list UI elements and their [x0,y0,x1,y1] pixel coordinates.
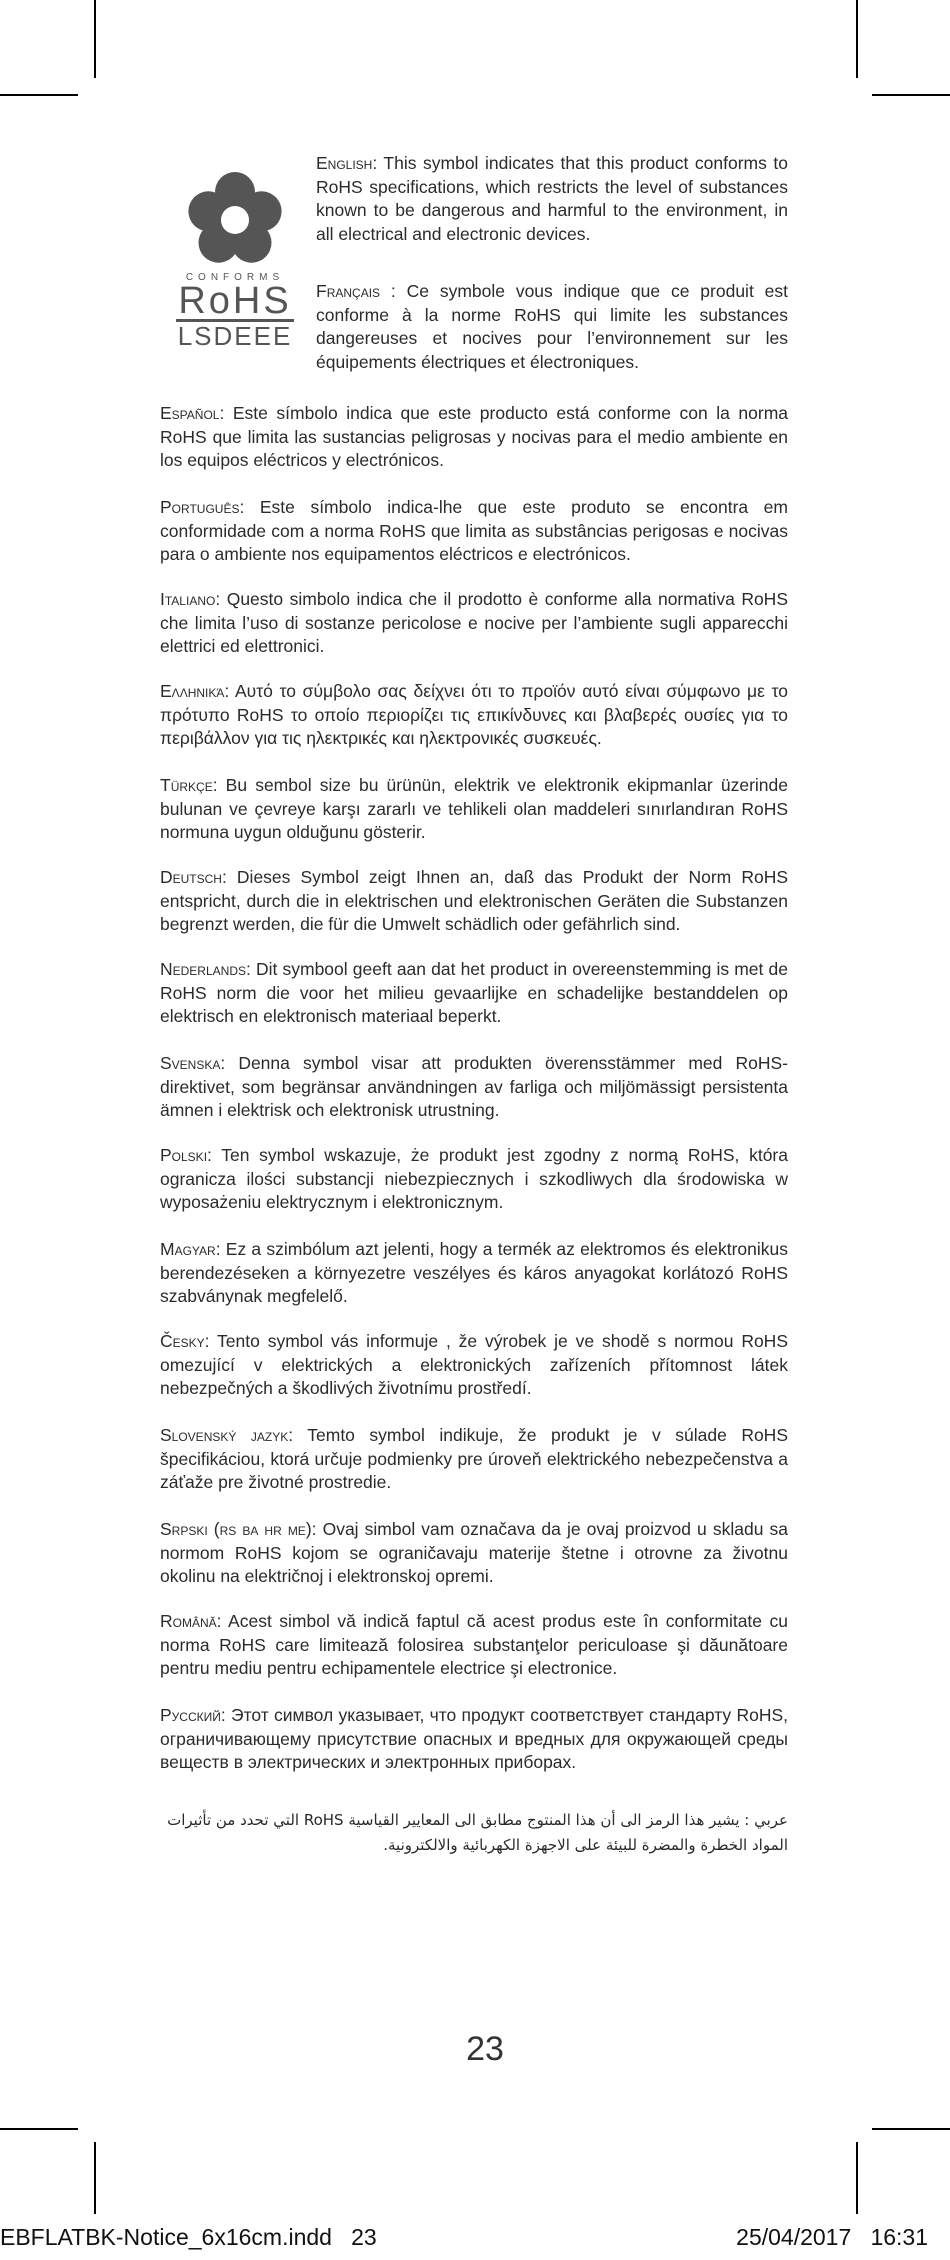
paragraph-romanian: Română: Acest simbol vă indică faptul că acest produs este în conformitate cu norma RoHS care limitează folosirea substanţelor periculoase şi dăunătoare pentru mediu pentru echipamentele electrice şi electronice. [160,1611,788,1678]
paragraph-arabic: عربي : يشير هذا الرمز الى أن هذا المنتوج مطابق الى المعايير القياسية RoHS التي تحدد من تأثيرات المواد الخطرة والمضرة للبيئة على الاجهزة الكهربائية والالكترونية. [167,1811,788,1854]
crop-mark-left-top [0,94,78,96]
paragraph-french: Français : Ce symbole vous indique que ce produit est conforme à la norme RoHS qui limite les substances dangereuses et nocives pour l’environnement sur les équipements électriques et électroniques. [316,281,788,372]
crop-mark-left-bottom [0,2128,78,2130]
crop-mark-top-left [94,0,96,78]
paragraph-czech: Česky: Tento symbol vás informuje , že výrobek je ve shodě s normou RoHS omezující v elektrických a elektronických zařízeních přítomnost látek nebezpečných a škodlivých životnímu prostředí. [160,1331,788,1398]
flower-icon [185,170,285,270]
paragraph-russian: Русский: Этот символ указывает, что продукт соответствует стандарту RoHS, ограничивающему присутствие опасных и вредных для окружающей среды веществ в электрических и электронных приборах. [160,1705,788,1772]
paragraph-polish: Polski: Ten symbol wskazuje, że produkt jest zgodny z normą RoHS, która ogranicza ilości substancji niebezpiecznych i szkodliwych dla środowiska w wyposażeniu elektrycznym i elektronicznym. [160,1145,788,1212]
logo-rohs-text: RoHS [178,280,292,322]
paragraph-swedish: Svenska: Denna symbol visar att produkten överensstämmer med RoHS-direktivet, som begränsar användningen av farliga och miljömässigt persistenta ämnen i elektrisk och elektronisk utrustning. [160,1053,788,1120]
paragraph-english: English: This symbol indicates that this product conforms to RoHS specifications, which restricts the level of substances known to be dangerous and harmful to the environment, in all electrical and electronic devices. [316,153,788,244]
paragraph-spanish: Español: Este símbolo indica que este producto está conforme con la norma RoHS que limita las sustancias peligrosas y nocivas para el medio ambiente en los equipos eléctricos y electrónicos. [160,403,788,470]
paragraph-dutch: Nederlands: Dit symbool geeft aan dat het product in overeenstemming is met de RoHS norm die voor het milieu gevaarlijke en schadelijke bestanddelen op elektrisch en elektronisch materiaal beperkt. [160,959,788,1026]
crop-mark-top-right [856,0,858,78]
logo-conforms-text: CONFORMS [185,272,285,283]
paragraph-german: Deutsch: Dieses Symbol zeigt Ihnen an, daß das Produkt der Norm RoHS entspricht, durch die in elektrischen und elektronischen Geräten die Substanzen begrenzt werden, die für die Umwelt schädlich oder gefährlich sind. [160,867,788,934]
logo-lsdeee-text: LSDEEE [177,321,293,351]
paragraph-hungarian: Magyar: Ez a szimbólum azt jelenti, hogy a termék az elektromos és elektronikus berendezéseken a környezetre veszélyes és káros anyagokat korlátozó RoHS szabványnak megfelelő. [160,1239,788,1306]
crop-mark-bottom-left [94,2142,96,2214]
page-number: 23 [466,2030,504,2068]
paragraph-greek: Ελληνικά: Αυτό το σύμβολο σας δείχνει ότι το προϊόν αυτό είναι σύμφωνο με το πρότυπο RoHS το οποίο περιορίζει τις επικίνδυνες και βλαβερές ουσίες για το περιβάλλον για τις ηλεκτρικές και ηλεκτρονικές συσκευές. [160,681,788,748]
paragraph-slovak: Slovenský jazyk: Temto symbol indikuje, že produkt je v súlade RoHS špecifikáciou, ktorá určuje podmienky pre úroveň elektrického nebezpečenstva a záťaže pre životné prostredie. [160,1425,788,1492]
crop-mark-right-top [872,94,950,96]
slug-file-info: EBFLATBK-Notice_6x16cm.indd 23 [0,2224,377,2250]
slug-date-time: 25/04/2017 16:31 [736,2224,928,2250]
paragraph-serbian: Srpski (rs ba hr me): Ovaj simbol vam označava da je ovaj proizvod u skladu sa normom RoHS kojom se ograničavaju materije štetne i otrovne za životnu okolinu na električnoj i elektronskoj opremi. [160,1519,788,1586]
paragraph-turkish: Türkçe: Bu sembol size bu ürünün, elektrik ve elektronik ekipmanlar üzerinde bulunan ve çevreye karşı zararlı ve tehlikeli olan maddeleri sınırlandıran RoHS normuna uygun olduğunu gösterir. [160,775,788,842]
paragraph-portuguese: Português: Este símbolo indica-lhe que este produto se encontra em conformidade com a norma RoHS que limita as substâncias perigosas e nocivas para o ambiente nos equipamentos eléctricos e electrónicos. [160,497,788,564]
paragraph-italian: Italiano: Questo simbolo indica che il prodotto è conforme alla normativa RoHS che limita l’uso di sostanze pericolose e nocive per l’ambiente sugli apparecchi elettrici ed elettronici. [160,589,788,656]
crop-mark-bottom-right [856,2142,858,2214]
crop-mark-right-bottom [872,2128,950,2130]
rohs-logo [170,170,300,350]
